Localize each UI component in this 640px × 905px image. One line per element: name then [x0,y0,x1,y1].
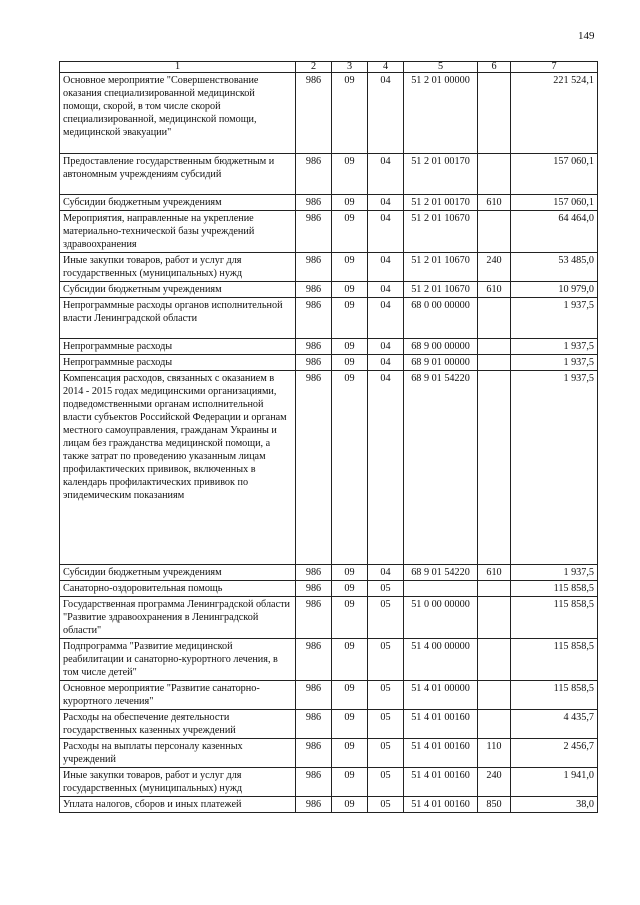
amount: 1 937,5 [511,298,598,339]
code-target: 68 9 01 54220 [404,371,478,565]
column-header: 6 [478,62,511,73]
header-row [60,62,598,73]
code-ministry: 986 [296,581,332,597]
code-ministry: 986 [296,339,332,355]
code-target: 51 0 00 00000 [404,597,478,639]
code-section: 09 [332,581,368,597]
row-name: Иные закупки товаров, работ и услуг для государственных (муниципальных) нужд [60,768,296,797]
row-name: Иные закупки товаров, работ и услуг для государственных (муниципальных) нужд [60,253,296,282]
code-section: 09 [332,73,368,154]
row-name: Непрограммные расходы органов исполнительной власти Ленинградской области [60,298,296,339]
code-subsection: 04 [368,565,404,581]
code-expense-type [478,597,511,639]
amount: 1 937,5 [511,371,598,565]
code-target [404,581,478,597]
code-ministry: 986 [296,282,332,298]
amount: 115 858,5 [511,681,598,710]
amount: 115 858,5 [511,581,598,597]
amount: 115 858,5 [511,639,598,681]
code-target: 51 4 00 00000 [404,639,478,681]
code-ministry: 986 [296,710,332,739]
code-target: 51 2 01 10670 [404,211,478,253]
code-subsection: 04 [368,371,404,565]
code-ministry: 986 [296,768,332,797]
amount: 2 456,7 [511,739,598,768]
code-subsection: 04 [368,195,404,211]
row-name: Непрограммные расходы [60,339,296,355]
code-subsection: 05 [368,639,404,681]
code-expense-type: 610 [478,195,511,211]
code-ministry: 986 [296,639,332,681]
code-subsection: 04 [368,282,404,298]
row-name: Компенсация расходов, связанных с оказанием в 2014 - 2015 годах медицинскими организациями, подведомственными органам исполнительной власти субъектов Российской Федерации и органам местного самоуправления, гражданам Украины и лицам без гражданства медицинской помощи, а также затрат по проведению указанным лицам профилактических прививок, включенных в календарь профилактических прививок по эпидемическим показаниям [60,371,296,565]
code-section: 09 [332,681,368,710]
code-subsection: 04 [368,73,404,154]
row-name: Субсидии бюджетным учреждениям [60,565,296,581]
table-row [60,768,598,797]
table-row [60,639,598,681]
amount: 1 937,5 [511,355,598,371]
code-section: 09 [332,797,368,813]
code-target: 51 2 01 10670 [404,282,478,298]
code-expense-type [478,339,511,355]
amount: 157 060,1 [511,154,598,195]
table-row [60,597,598,639]
code-section: 09 [332,597,368,639]
table-row [60,211,598,253]
code-expense-type: 240 [478,253,511,282]
table-row [60,195,598,211]
amount: 157 060,1 [511,195,598,211]
code-subsection: 05 [368,581,404,597]
column-header: 3 [332,62,368,73]
code-section: 09 [332,154,368,195]
amount: 1 937,5 [511,565,598,581]
code-expense-type [478,73,511,154]
column-header: 2 [296,62,332,73]
amount: 38,0 [511,797,598,813]
code-subsection: 05 [368,797,404,813]
row-name: Субсидии бюджетным учреждениям [60,282,296,298]
code-ministry: 986 [296,73,332,154]
code-section: 09 [332,355,368,371]
table-row [60,681,598,710]
code-expense-type: 240 [478,768,511,797]
code-section: 09 [332,639,368,681]
code-subsection: 04 [368,298,404,339]
row-name: Непрограммные расходы [60,355,296,371]
code-expense-type [478,154,511,195]
row-name: Подпрограмма "Развитие медицинской реабилитации и санаторно-курортного лечения, в том числе детей" [60,639,296,681]
column-header: 4 [368,62,404,73]
code-expense-type [478,710,511,739]
table-row [60,565,598,581]
row-name: Субсидии бюджетным учреждениям [60,195,296,211]
amount: 64 464,0 [511,211,598,253]
code-section: 09 [332,339,368,355]
code-ministry: 986 [296,211,332,253]
code-section: 09 [332,282,368,298]
code-expense-type [478,681,511,710]
amount: 4 435,7 [511,710,598,739]
row-name: Санаторно-оздоровительная помощь [60,581,296,597]
code-ministry: 986 [296,797,332,813]
code-ministry: 986 [296,298,332,339]
code-section: 09 [332,768,368,797]
table-body [60,73,598,813]
code-ministry: 986 [296,355,332,371]
code-ministry: 986 [296,195,332,211]
table-row [60,339,598,355]
code-target: 68 9 00 00000 [404,339,478,355]
code-subsection: 05 [368,681,404,710]
code-section: 09 [332,371,368,565]
code-subsection: 05 [368,597,404,639]
row-name: Расходы на выплаты персоналу казенных учреждений [60,739,296,768]
column-header: 1 [60,62,296,73]
code-ministry: 986 [296,597,332,639]
code-target: 68 9 01 00000 [404,355,478,371]
row-name: Государственная программа Ленинградской области "Развитие здравоохранения в Ленинградской области" [60,597,296,639]
amount: 53 485,0 [511,253,598,282]
table-row [60,253,598,282]
code-subsection: 04 [368,339,404,355]
code-subsection: 05 [368,768,404,797]
row-name: Уплата налогов, сборов и иных платежей [60,797,296,813]
code-ministry: 986 [296,739,332,768]
table-row [60,154,598,195]
code-ministry: 986 [296,253,332,282]
code-subsection: 04 [368,253,404,282]
code-target: 51 4 01 00160 [404,797,478,813]
code-expense-type: 850 [478,797,511,813]
row-name: Основное мероприятие "Совершенствование оказания специализированной медицинской помощи, скорой, в том числе скорой специализированной, медицинской помощи, медицинской эвакуации" [60,73,296,154]
code-expense-type [478,639,511,681]
code-expense-type [478,298,511,339]
code-section: 09 [332,565,368,581]
code-section: 09 [332,739,368,768]
code-expense-type: 610 [478,565,511,581]
code-expense-type: 610 [478,282,511,298]
code-subsection: 04 [368,211,404,253]
code-expense-type [478,371,511,565]
code-subsection: 04 [368,355,404,371]
table-row [60,710,598,739]
code-target: 51 4 01 00160 [404,710,478,739]
code-target: 68 9 01 54220 [404,565,478,581]
row-name: Основное мероприятие "Развитие санаторно-курортного лечения" [60,681,296,710]
table-row [60,797,598,813]
code-target: 51 2 01 00170 [404,154,478,195]
code-section: 09 [332,298,368,339]
table-row [60,739,598,768]
code-ministry: 986 [296,371,332,565]
column-header: 5 [404,62,478,73]
code-subsection: 05 [368,739,404,768]
table-row [60,371,598,565]
amount: 1 937,5 [511,339,598,355]
table-row [60,298,598,339]
code-section: 09 [332,253,368,282]
row-name: Предоставление государственным бюджетным и автономным учреждениям субсидий [60,154,296,195]
code-expense-type [478,355,511,371]
code-ministry: 986 [296,154,332,195]
row-name: Расходы на обеспечение деятельности государственных казенных учреждений [60,710,296,739]
code-target: 51 2 01 00170 [404,195,478,211]
column-header: 7 [511,62,598,73]
code-target: 51 4 01 00000 [404,681,478,710]
code-expense-type [478,581,511,597]
row-name: Мероприятия, направленные на укрепление материально-технической базы учреждений здравоохранения [60,211,296,253]
budget-table [59,61,598,813]
code-target: 68 0 00 00000 [404,298,478,339]
code-subsection: 05 [368,710,404,739]
amount: 1 941,0 [511,768,598,797]
amount: 221 524,1 [511,73,598,154]
table-row [60,355,598,371]
table-row [60,73,598,154]
code-section: 09 [332,195,368,211]
code-expense-type: 110 [478,739,511,768]
code-target: 51 4 01 00160 [404,739,478,768]
amount: 115 858,5 [511,597,598,639]
table-row [60,282,598,298]
code-section: 09 [332,211,368,253]
code-ministry: 986 [296,565,332,581]
amount: 10 979,0 [511,282,598,298]
code-target: 51 2 01 00000 [404,73,478,154]
page-number: 149 [578,30,595,42]
code-target: 51 2 01 10670 [404,253,478,282]
code-expense-type [478,211,511,253]
code-ministry: 986 [296,681,332,710]
code-section: 09 [332,710,368,739]
table-row [60,581,598,597]
code-target: 51 4 01 00160 [404,768,478,797]
code-subsection: 04 [368,154,404,195]
